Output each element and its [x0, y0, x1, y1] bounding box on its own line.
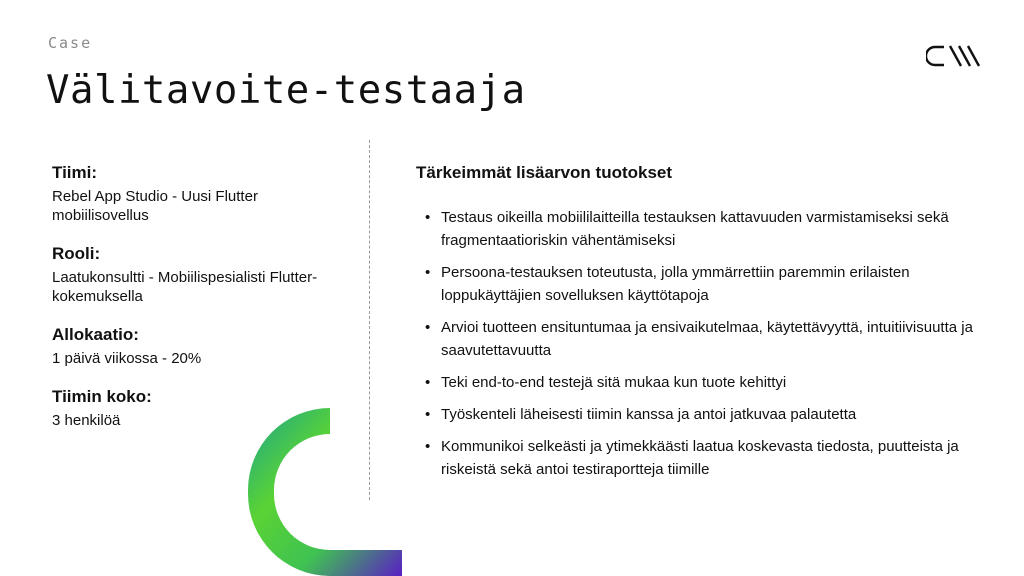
list-item-text: Kommunikoi selkeästi ja ytimekkäästi laatua koskevasta tiedosta, puutteista ja riskeistä sekä antoi testiraportteja tiimille — [441, 438, 959, 478]
page-title: Välitavoite-testaaja — [46, 68, 526, 113]
list-item-text: Teki end-to-end testejä sitä mukaa kun tuote kehittyi — [441, 374, 787, 391]
bullet-icon: • — [425, 264, 431, 281]
deliverables-section — [416, 162, 996, 490]
allocation-value: 1 päivä viikossa - 20% — [52, 350, 202, 367]
list-item-text: Arvioi tuotteen ensituntumaa ja ensivaikutelmaa, käytettävyyttä, intuitiivisuutta ja saavutettavuutta — [441, 319, 973, 359]
team-size-value: 3 henkilöä — [52, 412, 121, 429]
team-field — [52, 162, 352, 225]
role-value: Laatukonsultti - Mobiilispesialisti Flutter-kokemuksella — [52, 269, 318, 305]
cw-logo-icon — [926, 42, 984, 70]
list-item — [416, 316, 996, 362]
allocation-label: Allokaatio: — [52, 325, 139, 344]
case-label: Case — [48, 34, 93, 52]
role-label: Rooli: — [52, 244, 101, 263]
deliverables-list — [416, 206, 996, 481]
allocation-field — [52, 324, 352, 368]
team-value: Rebel App Studio - Uusi Flutter mobiilisovellus — [52, 188, 258, 224]
bullet-icon: • — [425, 438, 431, 455]
list-item — [416, 261, 996, 307]
bullet-icon: • — [425, 319, 431, 336]
deliverables-title: Tärkeimmät lisäarvon tuotokset — [416, 163, 673, 182]
list-item-text: Työskenteli läheisesti tiimin kanssa ja antoi jatkuvaa palautetta — [441, 406, 857, 423]
bullet-icon: • — [425, 209, 431, 226]
list-item — [416, 435, 996, 481]
list-item — [416, 403, 996, 426]
team-size-label: Tiimin koko: — [52, 387, 152, 406]
role-field — [52, 243, 352, 306]
list-item-text: Testaus oikeilla mobiililaitteilla testauksen kattavuuden varmistamiseksi sekä fragmentaatioriskin vähentämiseksi — [441, 209, 949, 249]
team-label: Tiimi: — [52, 163, 98, 182]
list-item-text: Persoona-testauksen toteutusta, jolla ymmärrettiin paremmin erilaisten loppukäyttäjien sovelluksen käyttötapoja — [441, 264, 910, 304]
list-item — [416, 371, 996, 394]
project-details — [52, 162, 352, 448]
list-item — [416, 206, 996, 252]
gradient-arc-shape — [248, 408, 402, 576]
bullet-icon: • — [425, 406, 431, 423]
bullet-icon: • — [425, 374, 431, 391]
